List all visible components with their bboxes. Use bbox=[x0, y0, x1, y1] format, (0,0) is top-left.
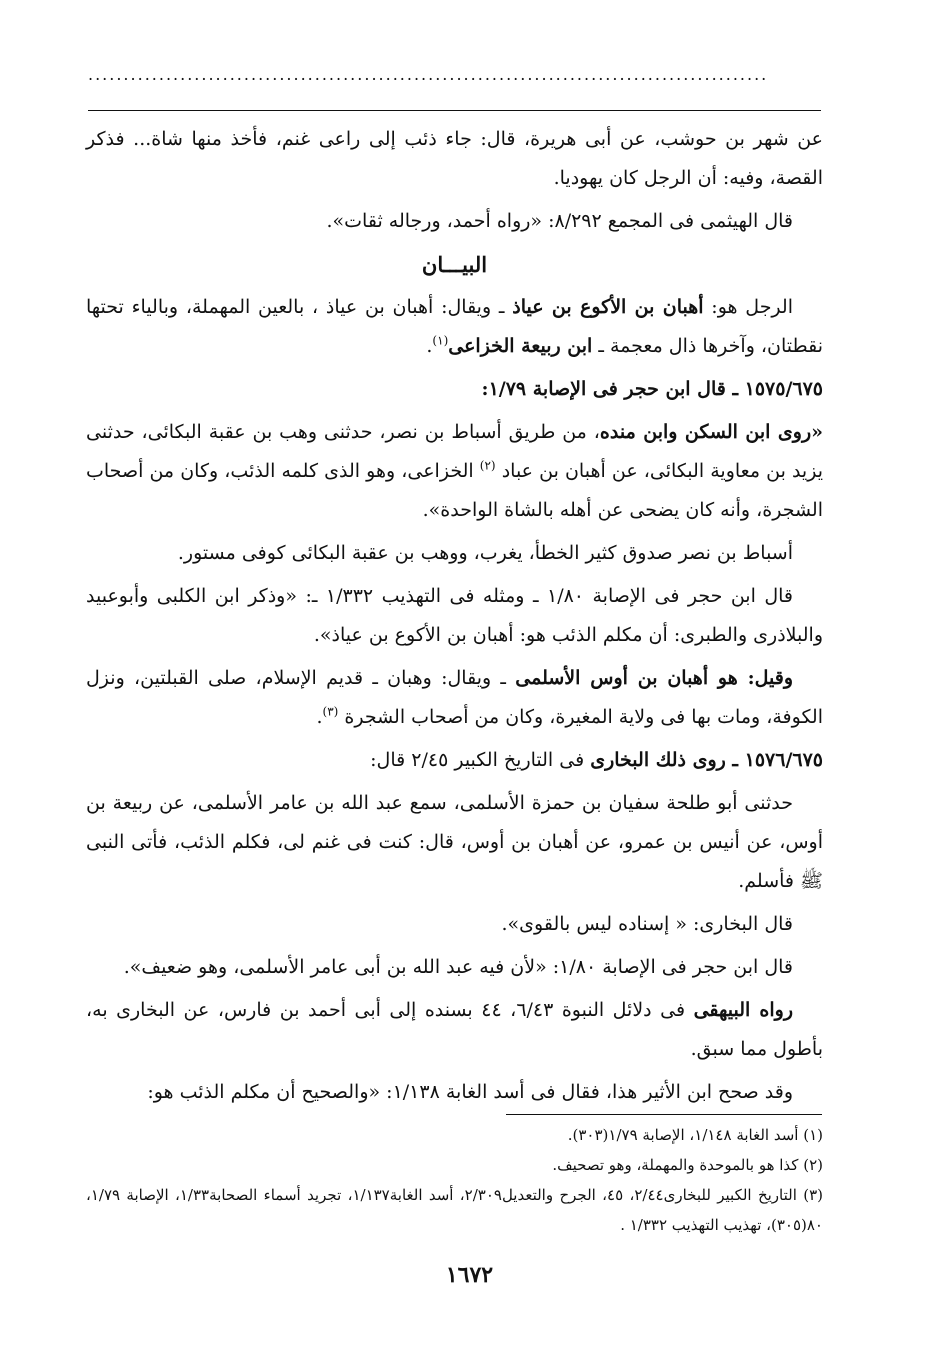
footnote-ref-1: (١) bbox=[432, 333, 449, 348]
paragraph-6: أسباط بن نصر صدوق كثير الخطأ، يغرب، ووهب بن عقبة البكائى كوفى مستور. bbox=[177, 542, 793, 564]
paragraph-5 bbox=[86, 413, 823, 530]
paragraph-14: وقد صحح ابن الأثير هذا، فقال فى أسد الغابة ١/١٣٨: «والصحيح أن مكلم الذئب هو: bbox=[147, 1081, 793, 1103]
bold-source: «روى ابن السكن وابن منده bbox=[599, 421, 823, 443]
footnote-1: (١) أسد الغابة ١/١٤٨، الإصابة ١/٧٩(٣٠٣). bbox=[567, 1126, 823, 1144]
footnotes bbox=[86, 1120, 823, 1240]
main-text bbox=[86, 120, 823, 1116]
text-run: الخزاعى، وهو الذى كلمه الذئب، وكان من أصحاب الشجرة، وأنه كان يضحى عن أهله بالشاة الواحدة». bbox=[86, 460, 823, 521]
footnote-3: (٣) التاريخ الكبير للبخارى٢/٤٤، ٤٥، الجرح والتعديل٢/٣٠٩، أسد الغابة١/١٣٧، تجريد أسماء الصحابة١/٣٣، الإصابة ١/٧٩، ٨٠(٣٠٥)، تهذيب التهذيب ١/٣٣٢ . bbox=[86, 1186, 824, 1234]
paragraph-8 bbox=[86, 659, 823, 737]
page-number: ١٦٧٢ bbox=[445, 1262, 494, 1288]
text-run: ، من طريق أسباط بن نصر، حدثنى وهب بن عقبة البكائى، حدثنى يزيد بن معاوية البكائى، عن أهبان بن عباد bbox=[86, 421, 823, 482]
text-run: . bbox=[426, 335, 433, 357]
text-run: ـ ويقال: وهبان ـ قديم الإسلام، صلى القبلتين، ونزل الكوفة، ومات بها فى ولاية المغيرة، وكان من أصحاب الشجرة bbox=[86, 667, 823, 728]
bold-name: ابن ربيعة الخزاعى bbox=[448, 335, 593, 357]
footnote-ref-2: (٢) bbox=[479, 458, 496, 473]
header-dotted-line: ................................................................................................ bbox=[88, 66, 769, 84]
text-run: . bbox=[316, 706, 323, 728]
paragraph-1: عن شهر بن حوشب، عن أبى هريرة، قال: جاء ذئب إلى راعى غنم، فأخذ منها شاة... فذكر القصة، وفيه: أن الرجل كان يهوديا. bbox=[86, 128, 823, 189]
header-rule bbox=[88, 110, 821, 111]
text-run: فى التاريخ الكبير ٢/٤٥ قال: bbox=[370, 749, 591, 771]
paragraph-3 bbox=[86, 288, 823, 366]
paragraph-2: قال الهيثمى فى المجمع ٨/٢٩٢: «رواه أحمد، ورجاله ثقات». bbox=[326, 210, 793, 232]
text-run: فى دلائل النبوة ٦/٤٣، ٤٤ بسنده إلى أبى أحمد بن فارس، عن البخارى به، بأطول مما سبق. bbox=[86, 999, 823, 1060]
footnote-ref-3: (٣) bbox=[322, 704, 339, 719]
paragraph-11: قال البخارى: « إسناده ليس بالقوى». bbox=[501, 913, 793, 935]
paragraph-10: حدثنى أبو طلحة سفيان بن حمزة الأسلمى، سمع عبد الله بن عامر الأسلمى، عن ربيعة بن أوس، عن أنيس بن عمرو، عن أهبان بن أوس، قال: كنت فى غنم لى، فكلم الذئب، فأتى النبى ﷺ فأسلم. bbox=[86, 792, 823, 892]
footnote-rule bbox=[506, 1114, 822, 1115]
bold-source: رواه البيهقى bbox=[693, 999, 794, 1021]
paragraph-12: قال ابن حجر فى الإصابة ١/٨٠: «لأن فيه عبد الله بن أبى عامر الأسلمى، وهو ضعيف». bbox=[123, 956, 793, 978]
bold-name: أهبان بن الأكوع بن عياذ bbox=[512, 296, 704, 318]
footnote-2: (٢) كذا هو بالموحدة والمهملة، وهو تصحيف. bbox=[552, 1156, 823, 1174]
text-run: ـ ويقال: أهبان بن عياذ ، بالعين المهملة، وبالياء تحتها نقطتان، وآخرها ذال معجمة ـ bbox=[86, 296, 823, 357]
narration-1576-heading bbox=[86, 741, 823, 780]
paragraph-7: قال ابن حجر فى الإصابة ١/٨٠ ـ ومثله فى التهذيب ١/٣٣٢ ـ: «وذكر ابن الكلبى وأبوعبيد والبلاذرى والطبرى: أن مكلم الذئب هو: أهبان بن الأكوع بن عياذ». bbox=[86, 585, 823, 646]
bold-name: وقيل: هو أهبان بن أوس الأسلمى bbox=[515, 667, 793, 689]
text-run: الرجل هو: bbox=[703, 296, 793, 318]
section-heading: البيـــان bbox=[421, 252, 488, 277]
bold-heading: ١٥٧٦/٦٧٥ ـ روى ذلك البخارى bbox=[590, 749, 823, 771]
narration-1575-heading: ١٥٧٥/٦٧٥ ـ قال ابن حجر فى الإصابة ١/٧٩: bbox=[481, 378, 823, 400]
paragraph-13 bbox=[86, 991, 823, 1069]
